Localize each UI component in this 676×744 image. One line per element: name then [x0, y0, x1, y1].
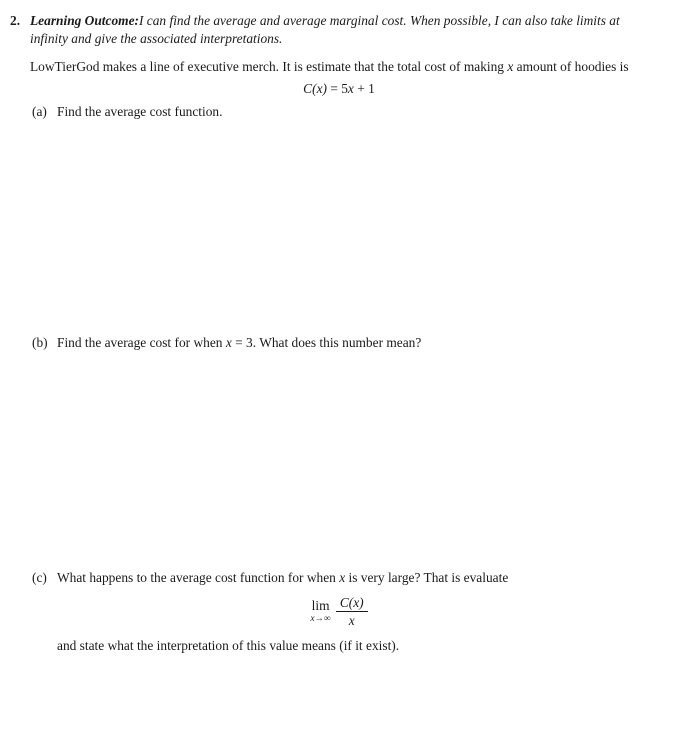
part-c [30, 569, 648, 587]
part-b-text-after: . What does this number mean? [252, 335, 422, 351]
equation-variable: x [347, 81, 354, 97]
part-b [30, 334, 648, 352]
part-c-text-before: What happens to the average cost function for when [57, 569, 340, 585]
limit-expression [310, 595, 367, 629]
fraction-numerator: C(x) [336, 595, 368, 612]
part-c-label: (c) [32, 569, 47, 585]
intro-text-after: amount of hoodies is [513, 58, 629, 74]
part-c-variable: x [339, 569, 346, 585]
part-b-label: (b) [32, 335, 48, 351]
part-a-text: Find the average cost function. [57, 104, 223, 120]
part-c-text-after: is very large? That is evaluate [345, 569, 509, 585]
limit-expression-row [30, 595, 648, 629]
part-c-closing: and state what the interpretation of this value means (if it exist). [57, 637, 400, 653]
intro-text-before: LowTierGod makes a line of executive merch. It is estimate that the total cost of making [30, 58, 508, 74]
learning-outcome-text: I can find the average and average marginal cost. When possible, I can also take limits at infinity and give the associated interpretations. [30, 13, 620, 46]
part-c-text [57, 570, 508, 585]
equation-constant: + 1 [353, 81, 375, 97]
problem-intro [30, 58, 648, 76]
part-b-math-variable: x [225, 335, 232, 351]
equation-lhs: C(x) [303, 81, 327, 97]
limit-subscript: x→∞ [310, 613, 331, 624]
limit-word: lim [311, 598, 330, 614]
part-b-text [57, 335, 421, 350]
part-a [30, 103, 648, 121]
fraction-denominator: x [348, 613, 355, 629]
problem-2 [10, 12, 648, 654]
limit-operator [310, 599, 331, 624]
limit-fraction [336, 595, 368, 629]
intro-variable: x [507, 58, 514, 74]
learning-outcome-label: Learning Outcome: [30, 13, 139, 28]
part-b-math-rest: = 3 [231, 335, 253, 351]
equation-equals: = 5 [326, 81, 348, 97]
problem-number: 2. [10, 13, 21, 28]
part-a-label: (a) [32, 104, 47, 120]
cost-equation [30, 80, 648, 98]
part-b-text-before: Find the average cost for when [57, 335, 226, 351]
learning-outcome [30, 12, 648, 48]
